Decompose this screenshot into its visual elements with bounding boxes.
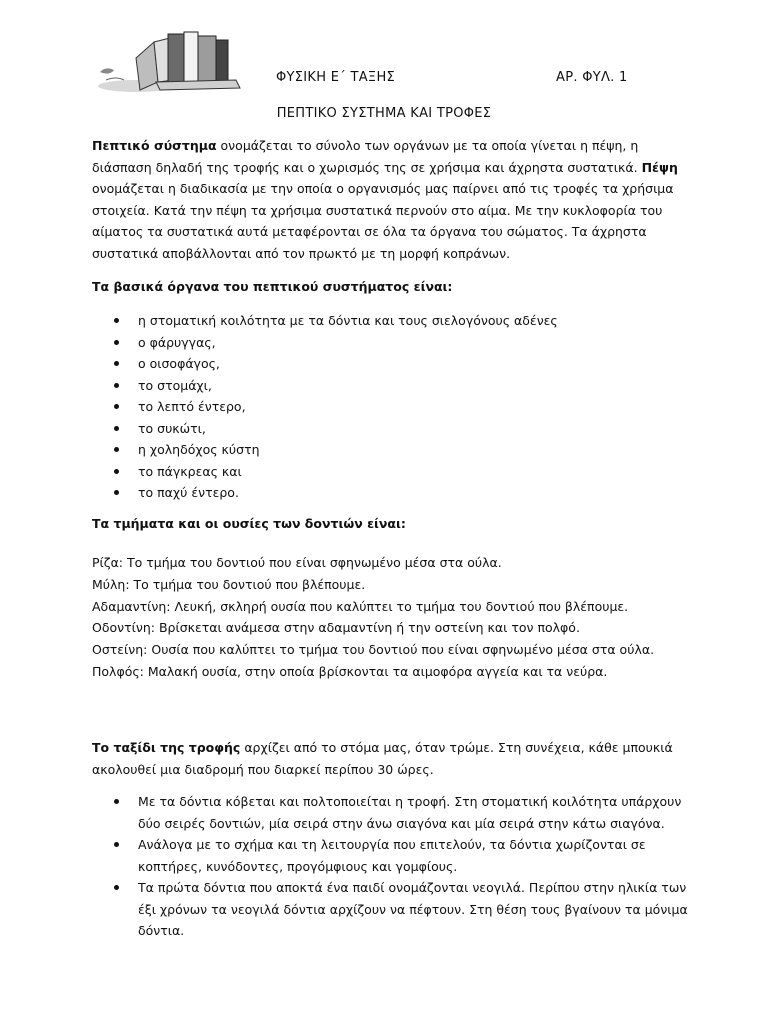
header-subject: ΦΥΣΙΚΗ Ε΄ ΤΑΞΗΣ: [276, 70, 396, 85]
intro-text-1: ονομάζεται το σύνολο των οργάνων με τα οποία γίνεται η πέψη, η διάσπαση δηλαδή της τροφής και ο χωρισμός της σε χρήσιμα και άχρηστα συστατικά.: [92, 138, 642, 175]
journey-text: αρχίζει από το στόμα μας, όταν τρώμε. Στη συνέχεια, κάθε μπουκιά ακολουθεί μια διαδρομή που διαρκεί περίπου 30 ώρες.: [92, 740, 673, 777]
teeth-parts-list: [92, 552, 654, 683]
teeth-heading: Τα τμήματα και οι ουσίες των δοντιών είναι:: [92, 516, 406, 531]
intro-text-2: ονομάζεται η διαδικασία με την οποία ο οργανισμός μας παίρνει από τις τροφές τα χρήσιμα στοιχεία. Κατά την πέψη τα χρήσιμα συστατικά περνούν στο αίμα. Με την κυκλοφορία του αίματος τα συστατικά αυτά μεταφέρονται σε όλα τα όργανα του σώματος. Τα άχρηστα συστατικά αποβάλλονται από τον πρωκτό με τη μορφή κοπράνων.: [92, 181, 674, 261]
list-item: Με τα δόντια κόβεται και πολτοποιείται η τροφή. Στη στοματική κοιλότητα υπάρχουν δύο σειρές δοντιών, μία σειρά στην άνω σιαγόνα και μία σειρά στην κάτω σιαγόνα.: [92, 791, 692, 834]
journey-term: Το ταξίδι της τροφής: [92, 740, 241, 755]
list-item: το λεπτό έντερο,: [92, 396, 692, 418]
books-logo-icon: [96, 28, 246, 96]
page-title: ΠΕΠΤΙΚΟ ΣΥΣΤΗΜΑ ΚΑΙ ΤΡΟΦΕΣ: [276, 106, 492, 121]
journey-list: [92, 791, 692, 942]
list-item: το στομάχι,: [92, 375, 692, 397]
list-item: το συκώτι,: [92, 418, 692, 440]
list-item: η χοληδόχος κύστη: [92, 439, 692, 461]
header-sheet-number: ΑΡ. ΦΥΛ. 1: [556, 70, 628, 85]
journey-paragraph: [92, 737, 692, 780]
list-item: το πάγκρεας και: [92, 461, 692, 483]
teeth-line-enamel: Αδαμαντίνη: Λευκή, σκληρή ουσία που καλύπτει το τμήμα του δοντιού που βλέπουμε.: [92, 598, 629, 614]
intro-term-digestive-system: Πεπτικό σύστημα: [92, 138, 217, 153]
list-item: Τα πρώτα δόντια που αποκτά ένα παιδί ονομάζονται νεογιλά. Περίπου στην ηλικία των έξι χρόνων τα νεογιλά δόντια αρχίζουν να πέφτουν. Στη θέση τους βγαίνουν τα μόνιμα δόντια.: [92, 877, 692, 942]
list-item: ο φάρυγγας,: [92, 332, 692, 354]
organs-list: [92, 310, 692, 504]
organs-heading: Τα βασικά όργανα του πεπτικού συστήματος είναι:: [92, 279, 453, 294]
list-item: ο οισοφάγος,: [92, 353, 692, 375]
intro-term-digestion: Πέψη: [641, 159, 678, 175]
teeth-line-dentin: Οδοντίνη: Βρίσκεται ανάμεσα στην αδαμαντίνη ή την οστείνη και τον πολφό.: [92, 620, 580, 636]
teeth-line-cementum: Οστείνη: Ουσία που καλύπτει το τμήμα του δοντιού που είναι σφηνωμένο μέσα στα ούλα.: [92, 642, 655, 658]
list-item: το παχύ έντερο.: [92, 482, 692, 504]
list-item: η στοματική κοιλότητα με τα δόντια και τους σιελογόνους αδένες: [92, 310, 692, 332]
intro-paragraph: [92, 135, 692, 264]
teeth-line-crown: Μύλη: Το τμήμα του δοντιού που βλέπουμε.: [92, 576, 366, 592]
teeth-line-pulp: Πολφός: Μαλακή ουσία, στην οποία βρίσκονται τα αιμοφόρα αγγεία και τα νεύρα.: [92, 663, 608, 679]
teeth-line-root: Ρίζα: Το τμήμα του δοντιού που είναι σφηνωμένο μέσα στα ούλα.: [92, 555, 502, 570]
list-item: Ανάλογα με το σχήμα και τη λειτουργία που επιτελούν, τα δόντια χωρίζονται σε κοπτήρες, κυνόδοντες, προγόμφιους και γομφίους.: [92, 834, 692, 877]
